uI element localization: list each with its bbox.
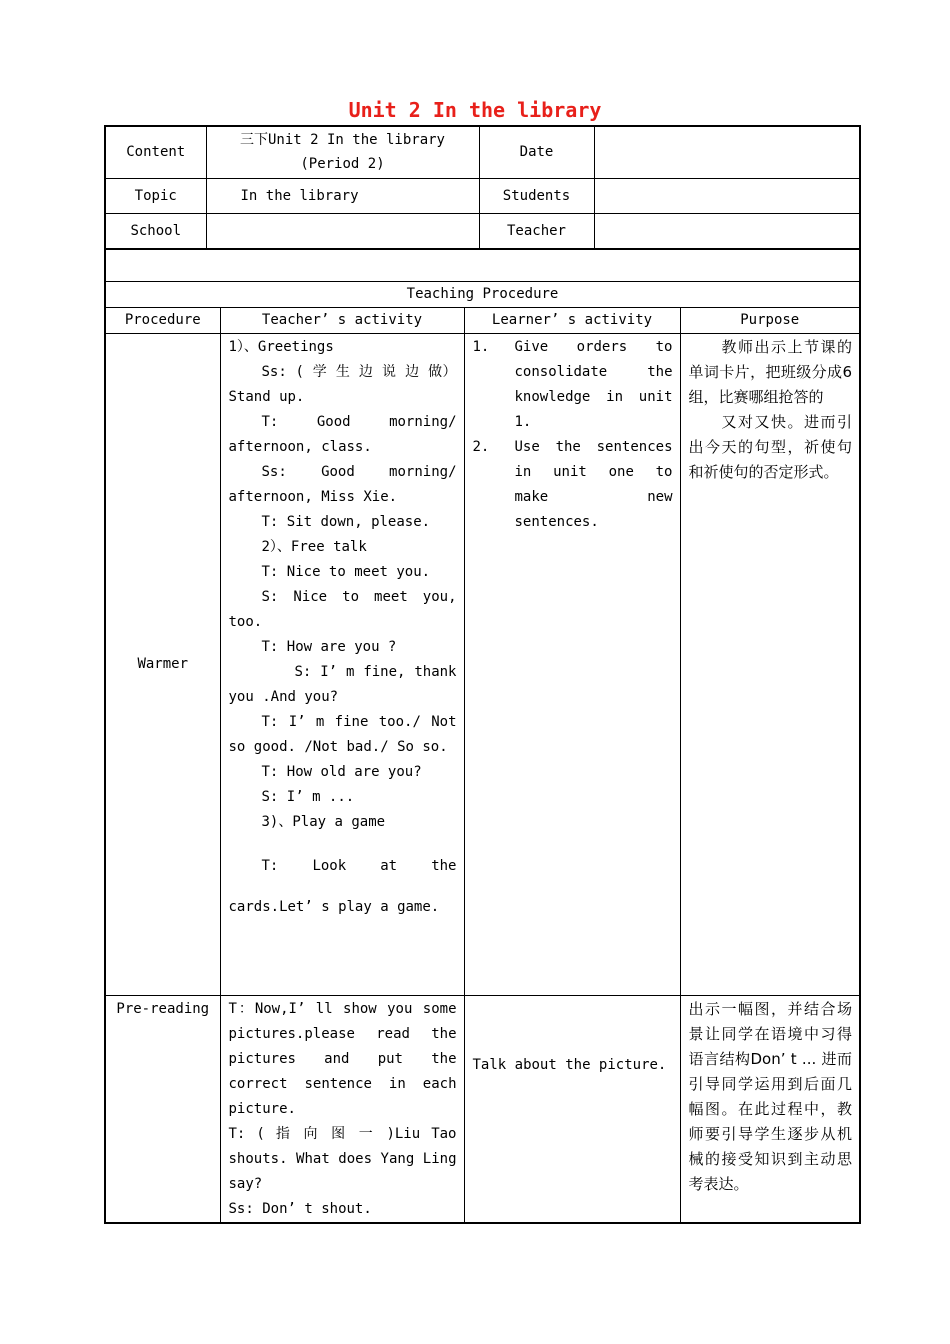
- stage-warmer: Warmer: [105, 334, 220, 996]
- lesson-info-table: [104, 125, 861, 250]
- students-value: [594, 178, 860, 213]
- topic-label: Topic: [105, 178, 206, 213]
- teacher-line: Ss: Good morning/ afternoon, Miss Xie.: [228, 464, 457, 505]
- procedure-heading: Teaching Procedure: [105, 282, 860, 308]
- purpose-paragraph: 出示一幅图，并结合场景让同学在语境中习得语言结构Don’ t ... 进而引导同学运用到后面几幅图。在此过程中，教师要引导学生逐步从机械的接受知识到主动思考表达。: [688, 1000, 852, 1193]
- purpose-paragraph: 教师出示上节课的单词卡片，把班级分成6组，比赛哪组抢答的: [688, 338, 852, 406]
- date-value: [594, 126, 860, 178]
- school-row: [105, 213, 860, 249]
- school-label: School: [105, 213, 206, 249]
- teacher-line: 2）、Free talk: [261, 539, 367, 555]
- teacher-line: S: Nice to meet you, too.: [228, 589, 457, 630]
- teacher-line: T：Now,I’ ll show you some pictures.please read the pictures and put the correct sentence in each picture.: [228, 1001, 457, 1117]
- page-title: Unit 2 In the library: [348, 98, 602, 122]
- col-learner-activity: Learner’ s activity: [464, 308, 680, 334]
- prereading-learner-activity: Talk about the picture.: [464, 996, 680, 1224]
- prereading-teacher-activity: [220, 996, 464, 1224]
- list-item: [473, 435, 673, 535]
- teacher-line: 1）、Greetings: [228, 339, 334, 355]
- warmer-learner-activity: [464, 334, 680, 996]
- prereading-row: [105, 996, 860, 1224]
- warmer-purpose: [680, 334, 860, 996]
- teacher-line: Ss: Don’ t shout.: [228, 1201, 372, 1217]
- teacher-line: T: Good morning/ afternoon, class.: [228, 414, 457, 455]
- column-header-row: [105, 308, 860, 334]
- prereading-purpose: [680, 996, 860, 1224]
- teacher-value: [594, 213, 860, 249]
- warmer-teacher-activity: [220, 334, 464, 996]
- blank-cell: [105, 249, 860, 282]
- content-label: Content: [105, 126, 206, 178]
- col-procedure: Procedure: [105, 308, 220, 334]
- date-label: Date: [479, 126, 594, 178]
- list-item: [473, 335, 673, 435]
- content-line1: 三下Unit 2 In the library: [239, 132, 445, 149]
- stage-prereading: Pre-reading: [105, 996, 220, 1224]
- blank-row: [105, 249, 860, 282]
- teacher-line: Ss: ( 学 生 边 说 边 做）Stand up.: [228, 364, 457, 405]
- teacher-line: T: Look at the cards.Let’ s play a game.: [228, 858, 457, 915]
- purpose-paragraph: 又对又快。进而引出今天的句型，祈使句和祈使句的否定形式。: [688, 413, 852, 481]
- teacher-line: S: I’ m ...: [261, 789, 355, 805]
- item-text: Give orders to consolidate the knowledge in unit 1.: [514, 339, 673, 430]
- topic-value: In the library: [206, 178, 479, 213]
- topic-row: [105, 178, 860, 213]
- teacher-label: Teacher: [479, 213, 594, 249]
- teacher-line: T: How are you ?: [261, 639, 397, 655]
- teacher-line: T: How old are you?: [261, 764, 422, 780]
- col-purpose: Purpose: [680, 308, 860, 334]
- teacher-line: T: ( 指 向 图 一 )Liu Tao shouts. What does Yang Ling say?: [228, 1126, 457, 1192]
- learner-list: [473, 335, 673, 535]
- content-line2: (Period 2): [300, 156, 385, 173]
- teaching-procedure-table: [104, 248, 861, 1224]
- item-text: Use the sentences in unit one to make new sentences.: [514, 439, 673, 530]
- teacher-line: 3)、Play a game: [261, 814, 386, 830]
- teacher-line: S: I’ m fine, thank you .And you?: [228, 664, 457, 705]
- teacher-line: T: Sit down, please.: [261, 514, 431, 530]
- teacher-line: T: Nice to meet you.: [261, 564, 431, 580]
- content-value: [206, 126, 479, 178]
- col-teacher-activity: Teacher’ s activity: [220, 308, 464, 334]
- item-number: 2.: [472, 439, 490, 455]
- warmer-row: [105, 334, 860, 996]
- students-label: Students: [479, 178, 594, 213]
- item-number: 1.: [472, 339, 490, 355]
- procedure-heading-row: [105, 282, 860, 308]
- school-value: [206, 213, 479, 249]
- content-row: [105, 126, 860, 178]
- teacher-line: T: I’ m fine too./ Not so good. /Not bad./ So so.: [228, 714, 457, 755]
